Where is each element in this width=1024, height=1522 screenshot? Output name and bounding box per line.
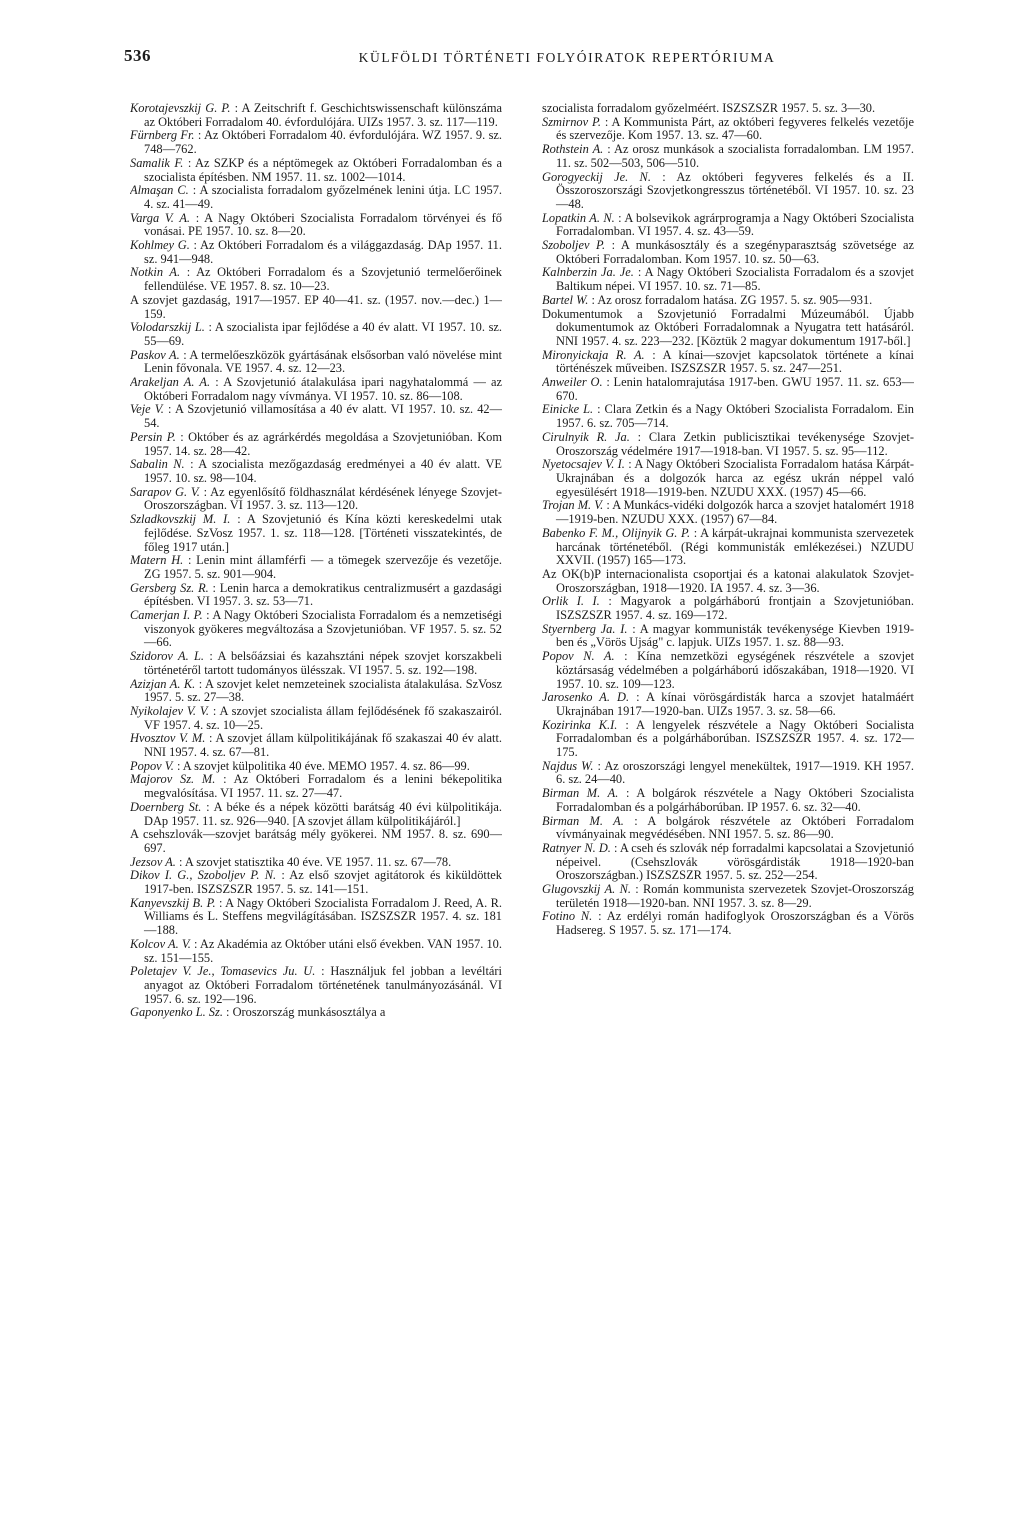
entry-author: Camerjan I. P.: [130, 608, 203, 623]
bibliography-entry: [130, 732, 502, 759]
entry-text: : A Szovjetunió villamosítása a 40 év alatt. VI 1957. 10. sz. 42—54.: [144, 402, 502, 431]
entry-text: : A bolgárok részvétele az Októberi Forradalom vívmányainak megvédésében. NNI 1957. 5. sz. 86—90.: [556, 813, 914, 842]
entry-text: : Október és az agrárkérdés megoldása a Szovjetunióban. Kom 1957. 14. sz. 28—42.: [144, 429, 502, 458]
entry-author: Nyetocsajev V. I.: [542, 457, 625, 472]
bibliography-entry: [130, 157, 502, 184]
bibliography-entry: [130, 266, 502, 293]
bibliography-entry: [130, 678, 502, 705]
entry-text: : A szovjet kelet nemzeteinek szocialista átalakulása. SzVosz 1957. 5. sz. 27—38.: [144, 676, 502, 705]
bibliography-entry: [542, 403, 914, 430]
entry-author: Kalnberzin Ja. Je.: [542, 265, 634, 280]
entry-text: : A szocialista forradalom győzelmének lenini útja. LC 1957. 4. sz. 41—49.: [144, 183, 502, 211]
entry-text: : A Szovjetunió átalakulása ipari nagyhatalommá — az Októberi Forradalom nagy vívmánya. VI 1957. 10. sz. 86—108.: [144, 375, 502, 403]
entry-text: : Lenin mint államférfi — a tömegek szervezője és vezetője. ZG 1957. 5. sz. 901—904.: [144, 553, 502, 581]
entry-author: Cirulnyik R. Ja.: [542, 429, 630, 444]
bibliography-entry: [130, 403, 502, 430]
entry-text: : A bolsevikok agrárprogramja a Nagy Októberi Szocialista Forradalomban. VI 1957. 4. sz. 43—59.: [556, 210, 914, 239]
entry-text: : Lenin harca a demokratikus centralizmusért a gazdasági építésben. VI 1957. 3. sz. 53—71.: [144, 580, 502, 609]
bibliography-entry: [542, 650, 914, 691]
bibliography-entry: [130, 321, 502, 348]
entry-author: Almaşan C.: [130, 183, 189, 198]
bibliography-entry: [542, 623, 914, 650]
bibliography-entry: [542, 910, 914, 937]
entry-text: : A kínai vörösgárdisták harca a szovjet hatalmáért Ukrajnában 1917—1920-ban. UIZs 1957. 3. sz. 58—66.: [556, 690, 914, 718]
entry-author: Poletajev V. Je., Tomasevics Ju. U.: [130, 964, 316, 979]
entry-text: : A béke és a népek közötti barátság 40 évi külpolitikája. DAp 1957. 11. sz. 926—940. [A szovjet állam külpolitikájáról.]: [144, 799, 502, 828]
entry-author: Gaponyenko L. Sz.: [130, 1005, 223, 1020]
entry-author: Orlik I. I.: [542, 594, 600, 609]
entry-text: : Az erdélyi román hadifoglyok Oroszországban és a Vörös Hadsereg. S 1957. 5. sz. 171—174.: [556, 909, 914, 938]
bibliography-entry: [542, 883, 914, 910]
bibliography-entry: [542, 431, 914, 458]
bibliography-entry: [130, 582, 502, 609]
bibliography-entry: [130, 513, 502, 554]
entry-author: Sabalin N.: [130, 457, 185, 472]
bibliography-entry: [130, 239, 502, 266]
entry-author: Popov N. A.: [542, 649, 615, 664]
entry-text: : Clara Zetkin publicisztikai tevékenysége Szovjet-Oroszország védelmére 1917—1918-ban. VI 1957. 5. sz. 95—112.: [556, 429, 914, 458]
bibliography-entry: [542, 719, 914, 760]
entry-text: : Az Októberi Forradalom és a világgazdaság. DAp 1957. 11. sz. 941—948.: [144, 238, 502, 266]
entry-author: Bartel W.: [542, 292, 589, 307]
running-title: KÜLFÖLDI TÖRTÉNETI FOLYÓIRATOK REPERTÓRIUMA: [358, 50, 776, 65]
entry-author: Nyikolajev V. V.: [130, 703, 209, 718]
bibliography-entry: [542, 266, 914, 293]
bibliography-entry: [542, 842, 914, 883]
entry-author: Kohlmey G.: [130, 238, 190, 253]
bibliography-entry: [542, 527, 914, 568]
entry-text: : Az orosz forradalom hatása. ZG 1957. 5. sz. 905—931.: [591, 292, 873, 307]
left-column: [130, 102, 502, 1502]
bibliography-entry: [542, 376, 914, 403]
entry-text: : Az egyenlősítő földhasználat kérdésének lényege Szovjet-Oroszországban. VI 1957. 3. sz. 113—120.: [144, 484, 502, 513]
entry-text: : Clara Zetkin és a Nagy Októberi Szocialista Forradalom. Ein 1957. 6. sz. 705—714.: [556, 402, 914, 431]
entry-text: : A Szovjetunió és Kína közti kereskedelmi utak fejlődése. SzVosz 1957. 1. sz. 118—128. [Történeti visszatekintés, de főleg 1917 után.]: [144, 512, 502, 554]
bibliography-entry: [542, 787, 914, 814]
entry-text: : A bolgárok részvétele a Nagy Októberi Szocialista Forradalomban és a polgárháborúban. IP 1957. 6. sz. 32—40.: [556, 786, 914, 814]
bibliography-entry: [542, 595, 914, 622]
entry-text: Dokumentumok a Szovjetunió Forradalmi Múzeumából. Újabb dokumentumok az Októberi Forradalomnak a Nyugatra tett hatásáról. NNI 1957. 4. sz. 223—232. [Köztük 2 magyar dokumentum 1917-ből.]: [542, 306, 914, 348]
entry-text: : A cseh és szlovák nép forradalmi kapcsolatai a Szovjetunió népeivel. (Csehszlovák vörösgárdisták 1918—1920-ban Oroszországban.) ISZSZSZR 1957. 5. sz. 252—254.: [556, 840, 914, 883]
entry-text: : A termelőeszközök gyártásának elsősorban való növelése mint Lenin fővonala. VE 1957. 4. sz. 12—23.: [144, 347, 502, 376]
entry-author: Gorogyeckij Je. N.: [542, 169, 651, 184]
entry-author: Korotajevszkij G. P.: [130, 102, 231, 115]
entry-text: : A szovjet statisztika 40 éve. VE 1957. 11. sz. 67—78.: [179, 854, 452, 869]
entry-author: Fürnberg Fr.: [130, 128, 195, 143]
entry-text: : Az Októberi Forradalom és a Szovjetunió termelőerőinek fellendülése. VE 1957. 8. sz. 10—23.: [144, 265, 502, 294]
bibliography-entry: [130, 486, 502, 513]
bibliography-entry: [542, 760, 914, 787]
bibliography-entry: [130, 376, 502, 403]
entry-text: : A kárpát-ukrajnai kommunista szervezetek harcának történetéből. (Régi kommunisták emlékezései.) NZUDU XXVII. (1957) 165—173.: [556, 525, 914, 568]
entry-text: : A Nagy Októberi Szocialista Forradalom J. Reed, A. R. Williams és L. Steffens megvilágításában. ISZSZSZR 1957. 4. sz. 181—188.: [144, 895, 502, 938]
bibliography-entry: [542, 294, 914, 308]
entry-text: : A Munkács-vidéki dolgozók harca a szovjet hatalomért 1918—1919-ben. NZUDU XXX. (1957) 67—84.: [556, 498, 914, 527]
entry-author: Gersberg Sz. R.: [130, 580, 209, 595]
entry-author: Matern H.: [130, 553, 184, 568]
entry-text: A szovjet gazdaság, 1917—1957. EP 40—41. sz. (1957. nov.—dec.) 1—159.: [130, 292, 502, 321]
entry-author: Lopatkin A. N.: [542, 210, 615, 225]
entry-author: Dikov I. G., Szoboljev P. N.: [130, 868, 277, 883]
entry-text: : Az oroszországi lengyel menekültek, 1917—1919. KH 1957. 6. sz. 24—40.: [556, 758, 914, 787]
entry-author: Doernberg St.: [130, 799, 202, 814]
entry-author: Trojan M. V.: [542, 498, 604, 513]
entry-text: : Az Októberi Forradalom és a lenini békepolitika megvalósítása. VI 1957. 11. sz. 27—47.: [144, 772, 502, 801]
bibliography-entry: [130, 869, 502, 896]
bibliography-entry: [542, 568, 914, 595]
entry-text: : A munkásosztály és a szegényparasztság szövetsége az Októberi Forradalomban. Kom 1957. 10. sz. 50—63.: [556, 238, 914, 266]
entry-text: : A Nagy Októberi Szocialista Forradalom és a szovjet Baltikum népei. VI 1957. 10. sz. 71—85.: [556, 265, 914, 294]
entry-author: Samalik F.: [130, 155, 184, 170]
bibliography-entry: [542, 102, 914, 116]
bibliography-entry: [130, 773, 502, 800]
bibliography-entry: [130, 856, 502, 870]
entry-author: Veje V.: [130, 402, 164, 417]
two-column-body: [130, 102, 914, 1502]
bibliography-entry: [130, 965, 502, 1006]
bibliography-entry: [542, 499, 914, 526]
bibliography-entry: [542, 143, 914, 170]
entry-text: : A magyar kommunisták tevékenysége Kievben 1919-ben és „Vörös Ujság" c. lapjuk. UIZs 1957. 1. sz. 88—93.: [556, 621, 914, 650]
entry-author: Szidorov A. L.: [130, 649, 205, 664]
entry-text: : Román kommunista szervezetek Szovjet-Oroszország területén 1918—1920-ban. NNI 1957. 3. sz. 8—29.: [556, 882, 914, 910]
entry-text: : Az SZKP és a néptömegek az Októberi Forradalomban és a szocialista építésben. NM 1957. 11. sz. 1002—1014.: [144, 155, 502, 184]
entry-author: Szmirnov P.: [542, 114, 602, 129]
entry-text: : A Zeitschrift f. Geschichtswissenschaft különszáma az Októberi Forradalom 40. évfordulójára. UIZs 1957. 3. sz. 117—119.: [144, 102, 502, 129]
entry-text: : Használjuk fel jobban a levéltári anyagot az Októberi Forradalom történetének tanulmányozásánál. VI 1957. 6. sz. 192—196.: [144, 964, 502, 1006]
bibliography-entry: [130, 458, 502, 485]
entry-text: : A Nagy Októberi Szocialista Forradalom és a nemzetiségi viszonyok gyökeres megváltozása a Szovjetunióban. VF 1957. 5. sz. 52—66.: [144, 608, 502, 650]
entry-author: Jarosenko A. D.: [542, 690, 630, 705]
bibliography-entry: [542, 349, 914, 376]
entry-author: Varga V. A.: [130, 210, 191, 225]
bibliography-entry: [542, 458, 914, 499]
entry-text: A csehszlovák—szovjet barátság mély gyökerei. NM 1957. 8. sz. 690—697.: [130, 827, 502, 855]
entry-author: Birman M. A.: [542, 813, 624, 828]
entry-text: : A szocialista mezőgazdaság eredményei a 40 év alatt. VE 1957. 10. sz. 98—104.: [144, 457, 502, 485]
entry-author: Babenko F. M., Olijnyik G. P.: [542, 525, 691, 540]
bibliography-entry: [542, 171, 914, 212]
bibliography-entry: [542, 815, 914, 842]
entry-author: Fotino N.: [542, 909, 593, 924]
entry-text: : Az októberi fegyveres felkelés és a II. Összoroszországi Szovjetkongresszus történetéből. VI 1957. 10. sz. 23—48.: [556, 169, 914, 211]
bibliography-entry: [130, 705, 502, 732]
entry-text: : Lenin hatalomrajutása 1917-ben. GWU 1957. 11. sz. 653—670.: [556, 375, 914, 403]
entry-author: Einicke L.: [542, 402, 594, 417]
entry-author: Glugovszkij A. N.: [542, 882, 631, 897]
entry-text: Az OK(b)P internacionalista csoportjai és a katonai alakulatok Szovjet-Oroszországban, 1918—1920. IA 1957. 4. sz. 3—36.: [542, 566, 914, 595]
page-number: 536: [124, 46, 151, 65]
bibliography-entry: [542, 691, 914, 718]
entry-author: Arakeljan A. A.: [130, 375, 211, 390]
entry-text: : A szovjet szocialista állam fejlődésének fő szakaszairól. VF 1957. 4. sz. 10—25.: [144, 703, 502, 732]
bibliography-entry: [542, 239, 914, 266]
entry-text: szocialista forradalom győzelméért. ISZSZSZR 1957. 5. sz. 3—30.: [542, 102, 876, 115]
bibliography-entry: [130, 897, 502, 938]
entry-author: Kolcov A. V.: [130, 936, 191, 951]
bibliography-entry: [130, 609, 502, 650]
entry-text: : Magyarok a polgárháború frontjain a Szovjetunióban. ISZSZSZR 1957. 4. sz. 169—172.: [556, 594, 914, 623]
entry-text: : A szovjet állam külpolitikájának fő szakaszai 40 év alatt. NNI 1957. 4. sz. 67—81.: [144, 731, 502, 760]
entry-author: Notkin A.: [130, 265, 181, 280]
entry-text: : Az első szovjet agitátorok és kiküldöttek 1917-ben. ISZSZSZR 1957. 5. sz. 141—151.: [144, 868, 502, 897]
entry-text: : Oroszország munkásosztálya a: [226, 1005, 386, 1020]
bibliography-entry: [130, 212, 502, 239]
bibliography-entry: [130, 828, 502, 855]
entry-author: Szoboljev P.: [542, 238, 606, 253]
entry-author: Styernberg Ja. I.: [542, 621, 628, 636]
entry-author: Szladkovszkij M. I.: [130, 512, 231, 527]
entry-author: Volodarszkij L.: [130, 320, 205, 335]
right-column: [542, 102, 914, 1502]
entry-author: Najdus W.: [542, 758, 594, 773]
entry-author: Birman M. A.: [542, 786, 619, 801]
entry-author: Rothstein A.: [542, 142, 604, 157]
entry-text: : A Nagy Októberi Szocialista Forradalom hatása Kárpát-Ukrajnában és a dolgozók harca az egész ukrán néppel való egyesülésért 1918—1919-ben. NZUDU XXX. (1957) 45—66.: [556, 457, 914, 499]
bibliography-entry: [130, 801, 502, 828]
entry-author: Majorov Sz. M.: [130, 772, 216, 787]
entry-text: : A Kommunista Párt, az októberi fegyveres felkelés vezetője és szervezője. Kom 1957. 13. sz. 47—60.: [556, 114, 914, 143]
entry-author: Jezsov A.: [130, 854, 176, 869]
entry-author: Mironyickaja R. A.: [542, 347, 645, 362]
bibliography-entry: [130, 650, 502, 677]
entry-text: : Az Akadémia az Október utáni első években. VAN 1957. 10. sz. 151—155.: [144, 936, 502, 965]
bibliography-entry: [130, 760, 502, 774]
entry-author: Hvosztov V. M.: [130, 731, 206, 746]
entry-author: Azizjan A. K.: [130, 676, 196, 691]
entry-author: Paskov A.: [130, 347, 180, 362]
entry-text: : A Nagy Októberi Szocialista Forradalom törvényei és fő vonásai. PE 1957. 10. sz. 8—20.: [144, 210, 502, 239]
bibliography-entry: [130, 349, 502, 376]
bibliography-entry: [130, 938, 502, 965]
entry-text: : A szocialista ipar fejlődése a 40 év alatt. VI 1957. 10. sz. 55—69.: [144, 320, 502, 348]
entry-author: Anweiler O.: [542, 375, 603, 390]
entry-text: : Kína nemzetközi egységének részvétele a szovjet köztársaság védelmében a polgárháború időszakában, 1918—1920. VI 1957. 10. sz. 109—123.: [556, 649, 914, 691]
bibliography-entry: [542, 116, 914, 143]
entry-text: : Az orosz munkások a szocialista forradalomban. LM 1957. 11. sz. 502—503, 506—510.: [556, 142, 914, 170]
entry-text: : A szovjet külpolitika 40 éve. MEMO 1957. 4. sz. 86—99.: [176, 758, 470, 773]
entry-author: Persin P.: [130, 429, 176, 444]
entry-text: : A kínai—szovjet kapcsolatok története a kínai történészek műveiben. ISZSZSZR 1957. 5. sz. 247—251.: [556, 347, 914, 376]
entry-author: Popov V.: [130, 758, 174, 773]
entry-text: : A belsőázsiai és kazahsztáni népek szovjet korszakbeli történetéről tartott tudományos ülésszak. VI 1957. 5. sz. 192—198.: [144, 649, 502, 677]
entry-text: : A lengyelek részvétele a Nagy Októberi Socialista Forradalomban és a polgárháborúban. ISZSZSZR 1957. 4. sz. 172—175.: [556, 717, 914, 760]
bibliography-entry: [542, 308, 914, 349]
bibliography-entry: [130, 1006, 502, 1020]
bibliography-entry: [130, 184, 502, 211]
bibliography-entry: [130, 554, 502, 581]
bibliography-entry: [130, 431, 502, 458]
bibliography-entry: [130, 294, 502, 321]
entry-text: : Az Októberi Forradalom 40. évfordulójára. WZ 1957. 9. sz. 748—762.: [144, 128, 502, 157]
entry-author: Ratnyer N. D.: [542, 840, 611, 855]
bibliography-entry: [542, 212, 914, 239]
entry-author: Sarapov G. V.: [130, 484, 200, 499]
entry-author: Kozirinka K.I.: [542, 717, 618, 732]
bibliography-entry: [130, 102, 502, 129]
entry-author: Kanyevszkij B. P.: [130, 895, 216, 910]
bibliography-entry: [130, 129, 502, 156]
